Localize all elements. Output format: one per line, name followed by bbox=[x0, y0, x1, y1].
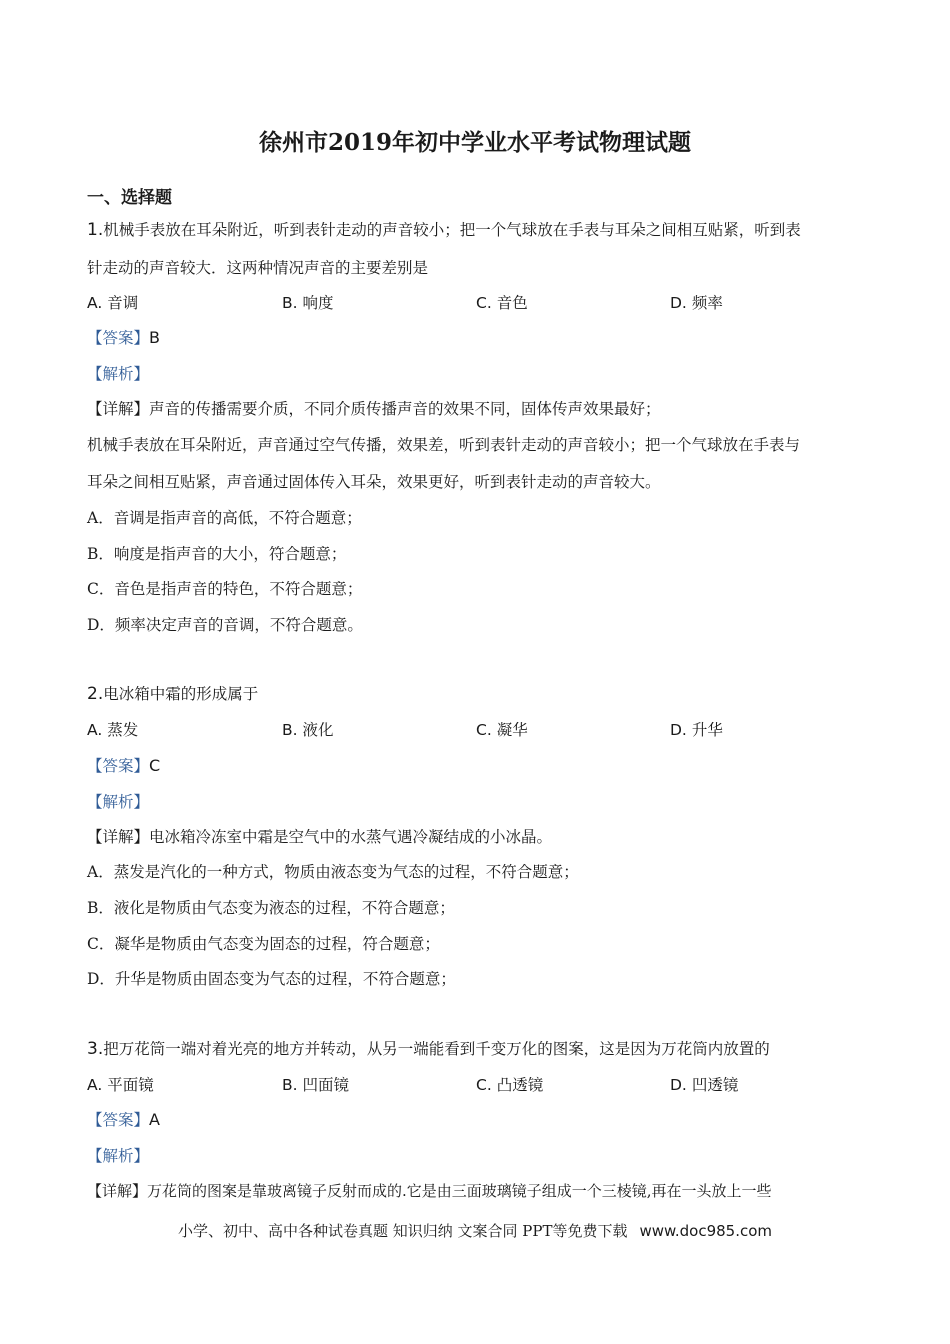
q3-option-d: D. 凹透镜 bbox=[670, 1076, 739, 1094]
q2-option-a: A. 蒸发 bbox=[87, 721, 139, 739]
q1-analysis-label: 【解析】 bbox=[87, 365, 150, 383]
q2-analysis-label: 【解析】 bbox=[87, 793, 150, 811]
q2-explanation-c: C．凝华是物质由气态变为固态的过程，符合题意； bbox=[87, 935, 440, 953]
q2-number: 2. bbox=[87, 684, 104, 704]
q1-option-c: C. 音色 bbox=[476, 294, 528, 312]
q2-option-b: B. 液化 bbox=[282, 721, 334, 739]
q1-detail-line3: 耳朵之间相互贴紧，声音通过固体传入耳朵，效果更好，听到表针走动的声音较大。 bbox=[87, 473, 661, 491]
q1-detail-line1: 【详解】声音的传播需要介质，不同介质传播声音的效果不同，固体传声效果最好； bbox=[87, 400, 661, 418]
q3-answer: 【答案】A bbox=[87, 1110, 160, 1129]
q1-explanation-d: D．频率决定声音的音调，不符合题意。 bbox=[87, 616, 363, 634]
q3-number: 3. bbox=[87, 1039, 104, 1059]
q1-answer: 【答案】B bbox=[87, 328, 160, 347]
q1-explanation-a: A．音调是指声音的高低，不符合题意； bbox=[87, 509, 362, 527]
footer-banner bbox=[0, 1220, 950, 1241]
footer-text: 小学、初中、高中各种试卷真题 知识归纳 文案合同 PPT等免费下载 bbox=[177, 1222, 628, 1240]
q2-explanation-a: A．蒸发是汽化的一种方式，物质由液态变为气态的过程，不符合题意； bbox=[87, 863, 579, 881]
q2-option-c: C. 凝华 bbox=[476, 721, 528, 739]
page-title: 徐州市2019年初中学业水平考试物理试题 bbox=[258, 129, 691, 156]
q2-explanation-d: D．升华是物质由固态变为气态的过程，不符合题意； bbox=[87, 970, 456, 988]
q1-explanation-c: C．音色是指声音的特色，不符合题意； bbox=[87, 580, 363, 598]
q2-answer: 【答案】C bbox=[87, 756, 161, 775]
q1-option-a: A. 音调 bbox=[87, 294, 139, 312]
q3-option-c: C. 凸透镜 bbox=[476, 1076, 544, 1094]
q2-stem: 2.电冰箱中霜的形成属于 bbox=[87, 684, 259, 704]
footer-url[interactable]: www.doc985.com bbox=[639, 1222, 773, 1240]
section-heading: 一、选择题 bbox=[87, 188, 172, 208]
q3-detail-line1: 【详解】万花筒的图案是靠玻离镜子反射而成的.它是由三面玻璃镜子组成一个三棱镜,再在一头放上一些 bbox=[87, 1182, 772, 1200]
q1-explanation-b: B．响度是指声音的大小，符合题意； bbox=[87, 545, 347, 563]
q1-option-d: D. 频率 bbox=[670, 294, 723, 312]
q2-detail-line1: 【详解】电冰箱冷冻室中霜是空气中的水蒸气遇冷凝结成的小冰晶。 bbox=[87, 828, 553, 846]
q3-analysis-label: 【解析】 bbox=[87, 1147, 150, 1165]
q1-detail-line2: 机械手表放在耳朵附近，声音通过空气传播，效果差，听到表针走动的声音较小；把一个气球放在手表与 bbox=[87, 436, 801, 454]
q1-stem-text1: 机械手表放在耳朵附近，听到表针走动的声音较小；把一个气球放在手表与耳朵之间相互贴紧，听到表 bbox=[103, 221, 801, 239]
q1-stem-line1 bbox=[87, 218, 801, 240]
q2-explanation-b: B．液化是物质由气态变为液态的过程，不符合题意； bbox=[87, 899, 455, 917]
q3-stem: 3.把万花筒一端对着光亮的地方并转动，从另一端能看到千变万化的图案，这是因为万花筒内放置的 bbox=[87, 1039, 770, 1059]
q2-option-d: D. 升华 bbox=[670, 721, 723, 739]
q3-option-b: B. 凹面镜 bbox=[282, 1076, 350, 1094]
q3-option-a: A. 平面镜 bbox=[87, 1076, 154, 1094]
q1-number: 1. bbox=[87, 220, 104, 240]
q1-option-b: B. 响度 bbox=[282, 294, 334, 312]
q1-stem-line2: 针走动的声音较大．这两种情况声音的主要差别是 bbox=[87, 259, 429, 277]
